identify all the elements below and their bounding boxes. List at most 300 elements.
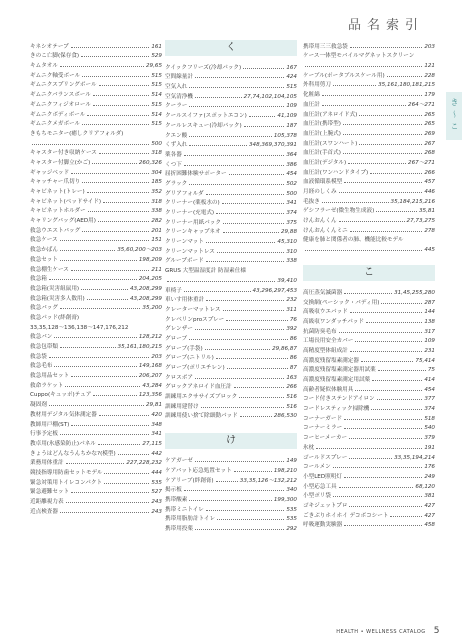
entry-pages: 515 bbox=[151, 72, 162, 79]
entry-pages: 198,210 bbox=[273, 467, 297, 474]
entry-pages: 176 bbox=[424, 464, 435, 471]
entry-name: 高濃度残留塩素測定用試薬 bbox=[303, 377, 371, 383]
entry-pages: 264〜271 bbox=[408, 101, 435, 108]
leader-dots bbox=[60, 240, 150, 241]
entry-pages: 243 bbox=[151, 508, 162, 515]
index-entry bbox=[303, 137, 435, 147]
index-entry bbox=[303, 50, 435, 60]
entry-name: ケース一体型モバイルマグネットスクリーン bbox=[303, 53, 415, 60]
entry-pages: 211 bbox=[151, 266, 162, 273]
index-entry bbox=[30, 243, 162, 253]
index-entry bbox=[303, 315, 435, 325]
index-entry bbox=[30, 360, 162, 370]
leader-dots bbox=[195, 77, 284, 78]
leader-dots bbox=[167, 281, 275, 282]
leader-dots bbox=[350, 312, 423, 313]
entry-pages: 167 bbox=[286, 64, 297, 71]
leader-dots bbox=[49, 405, 144, 406]
index-entry bbox=[30, 205, 162, 215]
entry-pages: 454 bbox=[286, 171, 297, 178]
entry-name: Cuppo(キュッポ)テュア bbox=[30, 392, 92, 399]
entry-pages: 149 bbox=[286, 458, 297, 465]
leader-dots bbox=[350, 47, 423, 48]
leader-dots bbox=[240, 416, 272, 417]
entry-name: 33,35,128〜136,138〜147,176,212 bbox=[30, 324, 129, 331]
leader-dots bbox=[54, 366, 136, 367]
leader-dots bbox=[344, 182, 422, 183]
entry-pages: 269 bbox=[424, 130, 435, 137]
entry-pages: 318 bbox=[151, 198, 162, 205]
entry-name: 凝固剤 bbox=[30, 402, 47, 409]
entry-name: 月経のしくみ bbox=[303, 189, 337, 195]
index-entry bbox=[30, 176, 162, 186]
index-entry bbox=[30, 495, 162, 505]
leader-dots bbox=[60, 250, 115, 251]
entry-pages: 352 bbox=[151, 189, 162, 195]
index-entry bbox=[165, 148, 297, 158]
leader-dots bbox=[71, 376, 137, 377]
entry-pages: 374 bbox=[424, 406, 435, 413]
leader-dots bbox=[189, 106, 284, 107]
index-entry bbox=[165, 522, 297, 532]
entry-pages: 227,228,232 bbox=[126, 460, 162, 467]
entry-name: クールレスキュー(冷却パック) bbox=[165, 122, 242, 129]
index-entry bbox=[165, 235, 297, 245]
index-entry bbox=[30, 118, 162, 128]
entry-name: 氷枕 bbox=[303, 444, 315, 451]
entry-name: ギムニクボディボール bbox=[30, 111, 86, 118]
entry-name: ギムニクスプリングボール bbox=[30, 82, 97, 89]
leader-dots bbox=[344, 419, 422, 420]
entry-name: 救急ウエストバッグ bbox=[30, 227, 81, 234]
entry-pages: 138 bbox=[424, 318, 435, 325]
entry-pages: 199,300 bbox=[273, 496, 297, 503]
index-entry bbox=[303, 98, 435, 108]
entry-name: キャビネットホルダー bbox=[30, 208, 86, 215]
leader-dots bbox=[82, 124, 149, 125]
entry-pages: 185 bbox=[151, 179, 162, 186]
entry-name: 訓練用建替け bbox=[165, 403, 199, 410]
index-entry bbox=[30, 340, 162, 350]
entry-name: 小型応急工具 bbox=[303, 483, 337, 490]
entry-name: コードレスティック掃除機 bbox=[303, 406, 370, 413]
leader-dots bbox=[350, 351, 423, 352]
leader-dots bbox=[223, 223, 284, 224]
entry-pages: 282 bbox=[151, 218, 162, 225]
leader-dots bbox=[104, 473, 149, 474]
entry-name: けんおんくんミニ bbox=[303, 227, 348, 234]
leader-dots bbox=[355, 341, 422, 342]
leader-dots bbox=[222, 203, 285, 204]
entry-pages: 374 bbox=[286, 210, 297, 216]
entry-pages: 123,356 bbox=[138, 392, 162, 399]
leader-dots bbox=[189, 500, 271, 501]
index-entry bbox=[30, 79, 162, 89]
entry-name: けんおんくん bbox=[303, 218, 337, 225]
leader-dots bbox=[206, 242, 276, 243]
leader-dots bbox=[82, 182, 149, 183]
leader-dots bbox=[93, 395, 137, 396]
entry-pages: 260,326 bbox=[138, 159, 162, 166]
entry-pages: 348,369,370,391 bbox=[248, 142, 297, 149]
entry-name: 血圧計(スワンハート) bbox=[303, 140, 358, 147]
index-entry bbox=[30, 302, 162, 312]
entry-name: クールスイファ(スポットエコン) bbox=[165, 113, 247, 120]
entry-name: 高吸収ウエパッド bbox=[303, 309, 348, 316]
leader-dots bbox=[49, 357, 150, 358]
entry-pages: 198,209 bbox=[138, 256, 162, 263]
index-entry bbox=[30, 137, 162, 147]
entry-name: グラック bbox=[165, 180, 188, 187]
entry-pages: 232 bbox=[286, 297, 297, 304]
entry-name: 訓練用エクササイズブロック bbox=[165, 394, 238, 401]
entry-name: 携帯ミニトイレ bbox=[165, 506, 204, 513]
entry-pages: 527 bbox=[151, 489, 162, 496]
entry-pages: 265 bbox=[424, 121, 435, 128]
index-entry bbox=[165, 342, 297, 352]
leader-dots bbox=[184, 165, 285, 166]
index-entry bbox=[303, 296, 435, 306]
entry-name: 救急バッグ bbox=[30, 305, 58, 312]
index-entry bbox=[165, 294, 297, 304]
index-entry bbox=[165, 400, 297, 410]
entry-name: ギムニク軸受ボール bbox=[30, 72, 81, 79]
index-entry bbox=[303, 243, 435, 253]
entry-name: キャリングバッグ(AED用) bbox=[30, 218, 96, 225]
entry-name: 毛抜き bbox=[303, 198, 320, 205]
index-entry bbox=[303, 224, 435, 234]
index-entry bbox=[30, 379, 162, 389]
leader-dots bbox=[227, 368, 288, 369]
leader-dots bbox=[234, 471, 272, 472]
entry-name: ケアガーゼ bbox=[165, 458, 193, 465]
index-entry bbox=[303, 402, 435, 412]
leader-dots bbox=[333, 467, 423, 468]
index-entry bbox=[165, 158, 297, 168]
entry-pages: 444 bbox=[151, 469, 162, 476]
leader-dots bbox=[66, 463, 125, 464]
leader-dots bbox=[195, 529, 284, 530]
entry-name: 高濃度残留塩素測定器 bbox=[303, 357, 359, 364]
index-entry bbox=[30, 127, 162, 137]
leader-dots bbox=[60, 512, 149, 513]
entry-name: 交換網(ペーシック・バディ用) bbox=[303, 299, 380, 306]
index-entry bbox=[303, 480, 435, 490]
leader-dots bbox=[339, 192, 423, 193]
leader-dots bbox=[195, 97, 242, 98]
leader-dots bbox=[234, 387, 285, 388]
index-entry bbox=[165, 493, 297, 503]
leader-dots bbox=[343, 134, 422, 135]
entry-pages: 515 bbox=[151, 121, 162, 128]
index-entry bbox=[30, 50, 162, 60]
entry-name: 競技指導用防歯セットモデル bbox=[30, 469, 103, 476]
entry-pages: 518 bbox=[424, 415, 435, 422]
leader-dots bbox=[60, 347, 116, 348]
entry-pages: 187 bbox=[286, 122, 297, 129]
index-entry bbox=[165, 187, 297, 197]
leader-dots bbox=[350, 231, 423, 232]
entry-name: 救急用品セット bbox=[30, 373, 70, 380]
index-entry bbox=[303, 147, 435, 157]
entry-name: 血圧計(携帯型) bbox=[303, 121, 341, 128]
entry-pages: 340 bbox=[286, 487, 297, 494]
entry-pages: 516 bbox=[286, 403, 297, 410]
entry-pages: 191 bbox=[424, 444, 435, 451]
index-entry bbox=[30, 428, 162, 438]
leader-dots bbox=[98, 444, 141, 445]
entry-name: 携帯酸素 bbox=[165, 496, 188, 503]
entry-name: 近距離視力表 bbox=[30, 499, 64, 505]
leader-dots bbox=[370, 173, 422, 174]
entry-name: コード付きステンドアイロン bbox=[303, 396, 375, 403]
entry-pages: 292 bbox=[286, 525, 297, 532]
index-entry bbox=[30, 224, 162, 234]
entry-name: キャビネット(ベッドサイド) bbox=[30, 198, 102, 205]
entry-name: 血圧計(デジタル) bbox=[303, 159, 347, 166]
leader-dots bbox=[60, 308, 140, 309]
index-side-tab[interactable]: き〜こ bbox=[446, 92, 462, 140]
index-entry bbox=[165, 390, 297, 400]
leader-dots bbox=[349, 458, 392, 459]
entry-pages: 43,208,299 bbox=[129, 285, 162, 292]
index-entry bbox=[303, 354, 435, 364]
index-entry bbox=[303, 441, 435, 451]
entry-pages: 161 bbox=[151, 43, 162, 50]
index-entry bbox=[30, 369, 162, 379]
entry-name: キネシオテープ bbox=[30, 43, 69, 50]
leader-dots bbox=[343, 153, 422, 154]
index-entry bbox=[303, 166, 435, 176]
index-entry bbox=[165, 410, 297, 420]
entry-name: コーヒーメーカー bbox=[303, 435, 348, 442]
index-entry bbox=[165, 119, 297, 129]
leader-dots bbox=[60, 260, 137, 261]
leader-dots bbox=[71, 270, 149, 271]
entry-pages: 144 bbox=[424, 309, 435, 316]
leader-dots bbox=[229, 174, 285, 175]
entry-name: 携帯用投薬 bbox=[165, 525, 193, 532]
index-entry bbox=[30, 98, 162, 108]
entry-name: 救急箱(災害多人数用) bbox=[30, 295, 85, 302]
entry-name: 外科用剪刀 bbox=[303, 82, 331, 89]
entry-pages: 35,161,180,215 bbox=[117, 344, 162, 350]
entry-name: クリーナー(薬板水の) bbox=[165, 200, 220, 207]
leader-dots bbox=[322, 95, 423, 96]
leader-dots bbox=[201, 407, 285, 408]
entry-pages: 375 bbox=[286, 219, 297, 226]
leader-dots bbox=[206, 510, 284, 511]
entry-name: 掲示板 bbox=[165, 487, 182, 494]
index-entry bbox=[30, 234, 162, 244]
entry-pages: 311 bbox=[286, 306, 297, 313]
entry-pages: 287 bbox=[424, 299, 435, 306]
index-entry bbox=[303, 127, 435, 137]
entry-name: 救急棚生ケース bbox=[30, 266, 69, 273]
index-entry bbox=[30, 476, 162, 486]
index-entry bbox=[303, 118, 435, 128]
entry-name: 緊急避難セット bbox=[30, 489, 70, 496]
leader-dots bbox=[87, 192, 150, 193]
entry-name: 屈折困難体験サポーター bbox=[165, 171, 227, 178]
leader-dots bbox=[390, 516, 422, 517]
entry-name: キャビネット(トレー) bbox=[30, 189, 85, 195]
entry-name: 小型ポリ袋 bbox=[303, 493, 331, 500]
entry-pages: 267〜271 bbox=[408, 159, 435, 166]
leader-dots bbox=[243, 68, 284, 69]
entry-name: 教師用戸棚(ST) bbox=[30, 421, 70, 428]
index-entry bbox=[303, 393, 435, 403]
section-heading-ko: こ bbox=[303, 265, 435, 281]
entry-name: 近点検査器 bbox=[30, 508, 58, 515]
leader-dots bbox=[361, 361, 413, 362]
leader-dots bbox=[82, 231, 149, 232]
page-number: 5 bbox=[433, 626, 440, 636]
entry-pages: 128,212 bbox=[138, 334, 162, 341]
leader-dots bbox=[65, 386, 140, 387]
leader-dots bbox=[305, 66, 422, 67]
index-entry bbox=[165, 484, 297, 494]
leader-dots bbox=[355, 390, 422, 391]
index-entry bbox=[303, 470, 435, 480]
index-entry bbox=[165, 284, 297, 294]
entry-name: コーナーガード bbox=[303, 415, 343, 422]
index-entry bbox=[303, 335, 435, 345]
entry-name: コーナーミラー bbox=[303, 425, 343, 432]
index-entry bbox=[30, 147, 162, 157]
index-entry bbox=[30, 185, 162, 195]
entry-pages: 35,81 bbox=[418, 208, 435, 215]
leader-dots bbox=[189, 145, 247, 146]
entry-pages: 514 bbox=[151, 111, 162, 118]
entry-pages: 121 bbox=[424, 63, 435, 70]
leader-dots bbox=[32, 144, 149, 145]
index-entry bbox=[303, 509, 435, 519]
entry-pages: 35,60,200〜203 bbox=[117, 247, 162, 254]
leader-dots bbox=[223, 310, 285, 311]
leader-dots bbox=[189, 184, 284, 185]
entry-name: 緊急対策用トイレコンパクト bbox=[30, 479, 103, 486]
index-entry bbox=[303, 306, 435, 316]
entry-name: ごきぶりホイホイ デコボコシート bbox=[303, 512, 389, 519]
entry-name: ギムニクフィジオロール bbox=[30, 101, 91, 108]
index-entry bbox=[165, 264, 297, 274]
leader-dots bbox=[60, 66, 144, 67]
entry-name: クリーナー用紙パック bbox=[165, 219, 221, 226]
entry-pages: 39,410 bbox=[277, 277, 297, 284]
leader-dots bbox=[66, 502, 150, 503]
entry-name: 業務用体重計 bbox=[30, 460, 64, 467]
index-entry bbox=[30, 466, 162, 476]
entry-pages: 43,296,297,453 bbox=[252, 287, 297, 294]
index-entry bbox=[30, 88, 162, 98]
index-entry bbox=[303, 214, 435, 224]
entry-name: きもちモニター(癒しクリアフォルダ) bbox=[30, 130, 124, 137]
leader-dots bbox=[103, 202, 149, 203]
entry-name: クーラー bbox=[165, 103, 188, 110]
leader-dots bbox=[344, 477, 422, 478]
index-entry bbox=[303, 412, 435, 422]
index-entry bbox=[303, 88, 435, 98]
leader-dots bbox=[359, 115, 422, 116]
leader-dots bbox=[344, 525, 422, 526]
page-title: 品名索引 bbox=[347, 18, 424, 33]
index-entry bbox=[165, 216, 297, 226]
entry-pages: 27,74,102,104,105 bbox=[243, 93, 297, 100]
index-entry bbox=[30, 59, 162, 69]
index-entry bbox=[303, 205, 435, 215]
entry-name: ゴールドスプレー bbox=[303, 454, 348, 461]
entry-name: グレンザー bbox=[165, 326, 193, 333]
entry-name: ケアリーブ(絆創膏) bbox=[165, 477, 214, 484]
index-entry bbox=[303, 383, 435, 393]
index-entry bbox=[165, 474, 297, 484]
entry-name: ケアバット応急処置セット bbox=[165, 467, 232, 474]
entry-name: ケーブル(ポータブルスケール用) bbox=[303, 72, 385, 79]
leader-dots bbox=[88, 211, 150, 212]
entry-name: クロスボア bbox=[165, 374, 193, 381]
entry-name: 救急袋 bbox=[30, 353, 47, 360]
entry-pages: 338 bbox=[286, 258, 297, 265]
entry-pages: 540 bbox=[424, 425, 435, 432]
index-entry bbox=[303, 325, 435, 335]
index-entry bbox=[303, 286, 435, 296]
index-entry bbox=[30, 263, 162, 273]
entry-name: ゲシフラーゼ(微生物生成液) bbox=[303, 208, 375, 215]
entry-name: 救急セット bbox=[30, 256, 58, 263]
entry-name: 車いす用体重計 bbox=[165, 297, 205, 304]
leader-dots bbox=[377, 399, 423, 400]
entry-name: 救急パッド(絆創膏) bbox=[30, 314, 80, 321]
entry-pages: 500 bbox=[151, 140, 162, 147]
leader-dots bbox=[81, 289, 128, 290]
index-entry bbox=[165, 109, 297, 119]
entry-name: 高圧蒸気滅菌器 bbox=[303, 289, 343, 296]
index-entry bbox=[30, 40, 162, 50]
entry-pages: 286,530 bbox=[273, 413, 297, 420]
entry-pages: 515 bbox=[151, 101, 162, 108]
entry-pages: 29,65 bbox=[145, 63, 162, 70]
entry-pages: 86 bbox=[289, 335, 297, 342]
entry-name: 血圧計 bbox=[303, 101, 320, 108]
entry-pages: 45,310 bbox=[277, 239, 297, 246]
entry-pages: 75,414 bbox=[415, 357, 435, 364]
index-entry bbox=[303, 461, 435, 471]
leader-dots bbox=[99, 85, 150, 86]
leader-dots bbox=[343, 124, 422, 125]
entry-pages: 420 bbox=[151, 411, 162, 418]
index-entry bbox=[165, 61, 297, 71]
entry-pages: 249 bbox=[424, 473, 435, 480]
entry-name: 救急箱 bbox=[30, 276, 47, 283]
entry-name: 行事予定板 bbox=[30, 431, 58, 438]
entry-pages: 304 bbox=[151, 169, 162, 176]
entry-name: 呼吸運動実験器 bbox=[303, 522, 343, 529]
leader-dots bbox=[93, 105, 149, 106]
entry-pages: 516 bbox=[286, 394, 297, 401]
leader-dots bbox=[82, 76, 149, 77]
leader-dots bbox=[371, 409, 422, 410]
leader-dots bbox=[98, 221, 149, 222]
entry-pages: 427 bbox=[424, 502, 435, 509]
entry-name: 小型LED照明灯 bbox=[303, 473, 342, 480]
entry-pages: 179 bbox=[424, 92, 435, 99]
entry-pages: 348 bbox=[151, 421, 162, 428]
entry-pages: 29,81 bbox=[145, 402, 162, 409]
entry-pages: 31,45,255,280 bbox=[394, 289, 435, 296]
entry-name: 高濃度残留塩素測定器用試薬 bbox=[303, 367, 376, 374]
entry-pages: 109 bbox=[286, 103, 297, 110]
